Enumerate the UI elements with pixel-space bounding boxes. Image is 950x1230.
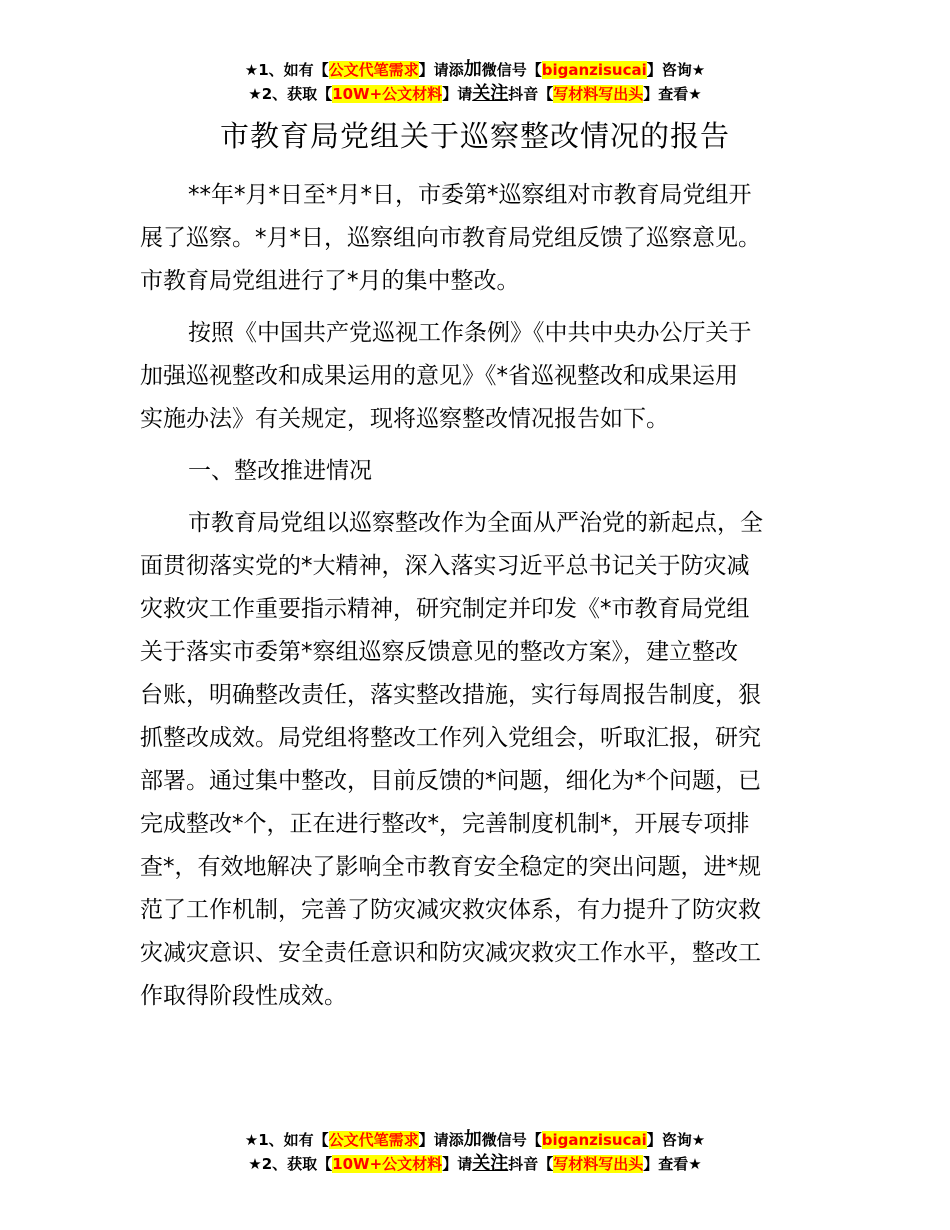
text-line: 市教育局党组以巡察整改作为全面从严治党的新起点，全 xyxy=(188,510,763,536)
banner-highlight: 公文代笔需求 xyxy=(328,61,419,79)
document-title: 市教育局党组关于巡察整改情况的报告 xyxy=(219,119,730,153)
banner-highlight: 写材料写出头 xyxy=(553,85,644,103)
banner-line-1 xyxy=(0,1128,950,1152)
banner-line-2 xyxy=(0,1152,950,1176)
banner-text: 】请 xyxy=(442,85,473,103)
text-line: 查*，有效地解决了影响全市教育安全稳定的突出问题，进*规 xyxy=(140,854,761,880)
text-line: 灾减灾意识、安全责任意识和防灾减灾救灾工作水平，整改工 xyxy=(140,940,761,966)
header-banner xyxy=(0,58,950,106)
banner-highlight: 写材料写出头 xyxy=(553,1155,644,1173)
banner-text: 关注 xyxy=(472,83,509,104)
paragraph-2 xyxy=(140,312,812,441)
text-line: 台账，明确整改责任，落实整改措施，实行每周报告制度，狠 xyxy=(140,682,761,708)
text-line: 灾救灾工作重要指示精神，研究制定并印发《*市教育局党组 xyxy=(140,596,750,622)
paragraph-1 xyxy=(140,174,812,303)
banner-text: ★2、获取【 xyxy=(248,1155,333,1173)
banner-text: 加 xyxy=(463,59,482,80)
text-line: 面贯彻落实党的*大精神，深入落实习近平总书记关于防灾减 xyxy=(140,553,750,579)
banner-text: 微信号【 xyxy=(481,1131,542,1149)
text-line: 加强巡视整改和成果运用的意见》《*省巡视整改和成果运用 xyxy=(140,363,738,389)
banner-text: 关注 xyxy=(472,1153,509,1174)
banner-text: 】请 xyxy=(442,1155,473,1173)
text-line: 范了工作机制，完善了防灾减灾救灾体系，有力提升了防灾救 xyxy=(140,897,761,923)
footer-banner xyxy=(0,1128,950,1176)
banner-highlight: 10W+公文材料 xyxy=(332,1155,443,1173)
text-line: **年*月*日至*月*日，市委第*巡察组对市教育局党组开 xyxy=(188,182,752,208)
text-line: 完成整改*个，正在进行整改*，完善制度机制*，开展专项排 xyxy=(140,811,750,837)
banner-text: 】请添 xyxy=(418,1131,464,1149)
text-line: 实施办法》有关规定，现将巡察整改情况报告如下。 xyxy=(140,406,669,432)
paragraph-3 xyxy=(140,502,812,1018)
text-line: 展了巡察。*月*日，巡察组向市教育局党组反馈了巡察意见。 xyxy=(140,225,761,251)
banner-highlight: 10W+公文材料 xyxy=(332,85,443,103)
document-body xyxy=(140,174,812,1027)
banner-text: 】咨询★ xyxy=(646,61,706,79)
banner-text: 】查看★ xyxy=(643,85,702,103)
banner-text: 微信号【 xyxy=(481,61,542,79)
banner-line-2 xyxy=(0,82,950,106)
text-line: 一、整改推进情况 xyxy=(188,458,372,484)
banner-highlight: biganzisucai xyxy=(541,61,647,79)
banner-text: 抖音【 xyxy=(508,85,554,103)
banner-text: ★1、如有【 xyxy=(244,61,329,79)
banner-line-1 xyxy=(0,58,950,82)
banner-text: 】咨询★ xyxy=(646,1131,706,1149)
banner-text: 抖音【 xyxy=(508,1155,554,1173)
text-line: 作取得阶段性成效。 xyxy=(140,983,347,1009)
text-line: 关于落实市委第*察组巡察反馈意见的整改方案》，建立整改 xyxy=(140,639,738,665)
text-line: 抓整改成效。局党组将整改工作列入党组会，听取汇报，研究 xyxy=(140,725,761,751)
text-line: 部署。通过集中整改，目前反馈的*问题，细化为*个问题，已 xyxy=(140,768,761,794)
banner-text: 】请添 xyxy=(418,61,464,79)
text-line: 按照《中国共产党巡视工作条例》《中共中央办公厅关于 xyxy=(188,320,752,346)
banner-text: 】查看★ xyxy=(643,1155,702,1173)
banner-highlight: biganzisucai xyxy=(541,1131,647,1149)
banner-text: 加 xyxy=(463,1129,482,1150)
banner-text: ★2、获取【 xyxy=(248,85,333,103)
text-line: 市教育局党组进行了*月的集中整改。 xyxy=(140,268,520,294)
banner-text: ★1、如有【 xyxy=(244,1131,329,1149)
section-heading xyxy=(140,450,812,493)
banner-highlight: 公文代笔需求 xyxy=(328,1131,419,1149)
